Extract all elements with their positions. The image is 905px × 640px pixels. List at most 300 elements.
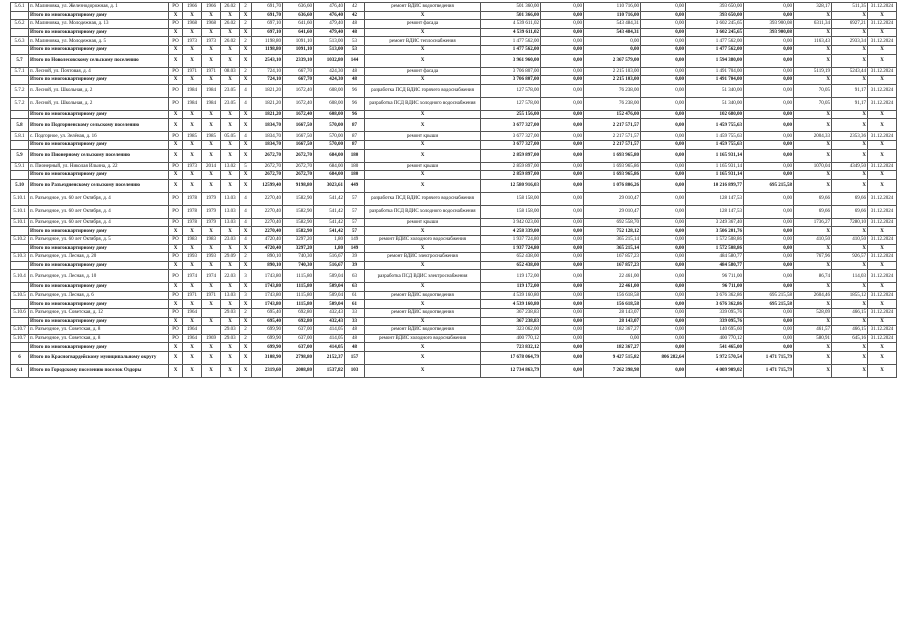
other-funds-cell: 1 471 715,79	[744, 352, 794, 365]
residents-cell: 57	[345, 227, 365, 236]
wall-material-cell: X	[169, 261, 183, 270]
unit-cost-cell: 5119,19	[794, 67, 832, 76]
regional-funds-cell: 752 128,12	[584, 227, 641, 236]
regional-funds-cell: 1 076 806,26	[584, 179, 641, 192]
wall-material-cell: X	[169, 119, 183, 132]
owner-funds-cell: 484 580,77	[686, 261, 744, 270]
other-funds-cell: 0,00	[744, 3, 794, 12]
work-type-cell: X	[365, 171, 481, 180]
residential-area-cell: 740,30	[283, 261, 314, 270]
address-cell: Итого по многоквартирному дому	[29, 76, 169, 85]
residential-area-cell: 2339,10	[283, 54, 314, 67]
subtotal-row	[11, 343, 897, 352]
address-cell: п. Малиновка, ул. Молодежная, д. 13	[29, 20, 169, 29]
other-funds-cell: 0,00	[744, 45, 794, 54]
year-built-cell: 1974	[183, 270, 202, 283]
entrances-cell: 2	[240, 334, 252, 343]
federal-funds-cell: 0,00	[541, 3, 584, 12]
municipal-funds-cell: 0,00	[641, 11, 686, 20]
other-funds-cell: 0,00	[744, 97, 794, 110]
address-cell: с. Подгорное, ул. Зелёная, д. 16	[29, 132, 169, 141]
row-number-cell	[11, 76, 29, 85]
completion-date-cell: X	[868, 179, 897, 192]
unit-cost-cell: X	[794, 149, 832, 162]
year-built-cell: 1964	[183, 309, 202, 318]
entrances-cell: 3	[240, 291, 252, 300]
address-cell: Итого по многоквартирному дому	[29, 227, 169, 236]
regional-funds-cell: 182 367,27	[584, 343, 641, 352]
max-unit-cost-cell: 7280,10	[832, 218, 868, 227]
table-row	[11, 270, 897, 283]
residents-cell: 42	[345, 11, 365, 20]
federal-funds-cell: 0,00	[541, 317, 584, 326]
year-built-cell: 1984	[183, 84, 202, 97]
total-area-cell: 1834,70	[252, 140, 283, 149]
row-number-cell	[11, 110, 29, 119]
federal-funds-cell: 0,00	[541, 179, 584, 192]
completion-date-cell: 31.12.2024	[868, 205, 897, 218]
residents-cell: 39	[345, 253, 365, 262]
total-cost-cell: 2 859 897,00	[481, 149, 541, 162]
other-funds-cell: 0,00	[744, 227, 794, 236]
total-cost-cell: 1 477 562,00	[481, 37, 541, 46]
regional-funds-cell: 543 484,31	[584, 20, 641, 29]
floors-cell: X	[221, 149, 240, 162]
other-funds-cell: 1 471 715,79	[744, 365, 794, 378]
residential-area-cell: 1115,80	[283, 283, 314, 292]
total-area-cell: 724,10	[252, 76, 283, 85]
table-row	[11, 97, 897, 110]
row-number-cell: 5.6.1	[11, 3, 29, 12]
address-cell: Итого по Новолесовскому сельскому поселению	[29, 54, 169, 67]
owned-area-cell: 432,43	[314, 309, 345, 318]
subtotal-row	[11, 45, 897, 54]
owner-funds-cell: 484 580,77	[686, 253, 744, 262]
owner-funds-cell: 3 676 362,86	[686, 291, 744, 300]
regional-funds-cell: 2 217 571,57	[584, 132, 641, 141]
residential-area-cell: 636,60	[283, 11, 314, 20]
wall-material-cell: X	[169, 317, 183, 326]
total-cost-cell: 400 770,12	[481, 334, 541, 343]
table-row	[11, 326, 897, 335]
floors-cell: X	[221, 171, 240, 180]
unit-cost-cell: 6311,34	[794, 20, 832, 29]
entrances-cell: 2	[240, 326, 252, 335]
year-built-cell: 1964	[183, 326, 202, 335]
municipal-funds-cell: 0,00	[641, 283, 686, 292]
entrances-cell: 4	[240, 235, 252, 244]
residential-area-cell: 667,70	[283, 67, 314, 76]
residential-area-cell: 1115,80	[283, 291, 314, 300]
unit-cost-cell: X	[794, 343, 832, 352]
owner-funds-cell: 1 491 704,00	[686, 67, 744, 76]
owner-funds-cell: 1 477 562,00	[686, 45, 744, 54]
row-number-cell: 5.8	[11, 119, 29, 132]
residential-area-cell: 1091,10	[283, 45, 314, 54]
year-built-cell: X	[183, 54, 202, 67]
residents-cell: 57	[345, 218, 365, 227]
row-number-cell: 5.7.1	[11, 67, 29, 76]
work-type-cell: X	[365, 45, 481, 54]
unit-cost-cell: 767,96	[794, 253, 832, 262]
work-type-cell: ремонт крыши	[365, 132, 481, 141]
completion-date-cell: 31.12.2024	[868, 67, 897, 76]
municipal-funds-cell: 0,00	[641, 205, 686, 218]
federal-funds-cell: 0,00	[541, 110, 584, 119]
owned-area-cell: 509,04	[314, 283, 345, 292]
row-number-cell: 5.10.4	[11, 270, 29, 283]
row-number-cell: 5.10.7	[11, 326, 29, 335]
address-cell: Итого по Городскому поселению поселок Оздоры	[29, 365, 169, 378]
owned-area-cell: 476,40	[314, 3, 345, 12]
owned-area-cell: 541,42	[314, 218, 345, 227]
federal-funds-cell: 0,00	[541, 149, 584, 162]
wall-material-cell: X	[169, 110, 183, 119]
work-type-cell: ремонт ВДИС водоотведения	[365, 309, 481, 318]
year-built-cell: X	[183, 171, 202, 180]
other-funds-cell: 0,00	[744, 37, 794, 46]
entrances-cell: 2	[240, 20, 252, 29]
federal-funds-cell: 0,00	[541, 37, 584, 46]
unit-cost-cell: 328,17	[794, 3, 832, 12]
completion-date-cell: 31.12.2024	[868, 132, 897, 141]
regional-funds-cell: 22 461,00	[584, 283, 641, 292]
wall-material-cell: X	[169, 352, 183, 365]
year-built-cell: X	[183, 28, 202, 37]
floors-cell: X	[221, 283, 240, 292]
municipal-funds-cell: 0,00	[641, 343, 686, 352]
residents-cell: 144	[345, 54, 365, 67]
subtotal-row	[11, 352, 897, 365]
residents-cell: 87	[345, 140, 365, 149]
address-cell: Итого по многоквартирному дому	[29, 11, 169, 20]
entrances-cell: X	[240, 140, 252, 149]
floors-cell: 23.03	[221, 235, 240, 244]
row-number-cell	[11, 45, 29, 54]
max-unit-cost-cell: 69,66	[832, 205, 868, 218]
wall-material-cell: РО	[169, 67, 183, 76]
federal-funds-cell: 0,00	[541, 76, 584, 85]
residents-cell: 61	[345, 291, 365, 300]
wall-material-cell: РО	[169, 132, 183, 141]
owned-area-cell: 1032,80	[314, 54, 345, 67]
row-number-cell: 6	[11, 352, 29, 365]
owner-funds-cell: 3 249 367,40	[686, 218, 744, 227]
work-type-cell: разработка ПСД ВДИС электроснабжения	[365, 270, 481, 283]
owner-funds-cell: 1 459 755,63	[686, 140, 744, 149]
regional-funds-cell: 2 215 103,00	[584, 67, 641, 76]
residential-area-cell: 667,70	[283, 76, 314, 85]
wall-material-cell: РО	[169, 205, 183, 218]
owned-area-cell: 424,30	[314, 76, 345, 85]
residents-cell: 48	[345, 326, 365, 335]
max-unit-cost-cell: 466,15	[832, 326, 868, 335]
row-number-cell	[11, 28, 29, 37]
owned-area-cell: 476,40	[314, 11, 345, 20]
residential-area-cell: 637,00	[283, 343, 314, 352]
residents-cell: 42	[345, 3, 365, 12]
max-unit-cost-cell: X	[832, 54, 868, 67]
total-cost-cell: 158 158,00	[481, 205, 541, 218]
owner-funds-cell: 140 695,60	[686, 326, 744, 335]
work-type-cell: X	[365, 365, 481, 378]
wall-material-cell: РО	[169, 334, 183, 343]
row-number-cell	[11, 283, 29, 292]
unit-cost-cell: X	[794, 244, 832, 253]
residential-area-cell: 2008,80	[283, 365, 314, 378]
year-built-cell: 1978	[183, 218, 202, 227]
residents-cell: 48	[345, 67, 365, 76]
municipal-funds-cell: 0,00	[641, 300, 686, 309]
other-funds-cell: 393 900,08	[744, 20, 794, 29]
wall-material-cell: X	[169, 171, 183, 180]
floors-cell: 26.02	[221, 3, 240, 12]
floors-cell: 13.03	[221, 291, 240, 300]
year-built-cell: X	[183, 352, 202, 365]
total-area-cell: 2319,60	[252, 365, 283, 378]
work-type-cell: ремонт крыши	[365, 162, 481, 171]
residential-area-cell: 1091,10	[283, 37, 314, 46]
federal-funds-cell: 0,00	[541, 343, 584, 352]
unit-cost-cell: 2004,33	[794, 132, 832, 141]
owner-funds-cell: 400 770,12	[686, 334, 744, 343]
max-unit-cost-cell: 2933,34	[832, 37, 868, 46]
floors-cell: 26.02	[221, 20, 240, 29]
residential-area-cell: 641,60	[283, 20, 314, 29]
entrances-cell: X	[240, 365, 252, 378]
other-funds-cell: 0,00	[744, 140, 794, 149]
unit-cost-cell: 580,91	[794, 334, 832, 343]
regional-funds-cell: 28 143,07	[584, 317, 641, 326]
row-number-cell	[11, 343, 29, 352]
year-built-cell: X	[183, 149, 202, 162]
row-number-cell: 5.10.1	[11, 218, 29, 227]
owned-area-cell: 424,30	[314, 67, 345, 76]
floors-cell: 29.03	[221, 334, 240, 343]
table-row	[11, 253, 897, 262]
floors-cell: 29.03	[221, 309, 240, 318]
federal-funds-cell: 0,00	[541, 283, 584, 292]
address-cell: п. Разъездное, ул. Лесная, д. 6	[29, 291, 169, 300]
residential-area-cell: 1672,40	[283, 110, 314, 119]
total-cost-cell: 652 438,00	[481, 261, 541, 270]
address-cell: п. Разъездное, ул. 60 лет Октября, д. 4	[29, 205, 169, 218]
municipal-funds-cell: 0,00	[641, 261, 686, 270]
unit-cost-cell: X	[794, 283, 832, 292]
work-type-cell: ремонт ВДИС холодного водоснабжения	[365, 334, 481, 343]
residents-cell: 57	[345, 205, 365, 218]
floors-cell: X	[221, 76, 240, 85]
wall-material-cell: X	[169, 140, 183, 149]
owned-area-cell: 516,67	[314, 253, 345, 262]
subtotal-row	[11, 300, 897, 309]
other-funds-cell: 0,00	[744, 149, 794, 162]
year-built-cell: X	[183, 110, 202, 119]
other-funds-cell: 0,00	[744, 119, 794, 132]
completion-date-cell: 31.12.2024	[868, 3, 897, 12]
unit-cost-cell: X	[794, 76, 832, 85]
completion-date-cell: 31.12.2024	[868, 97, 897, 110]
entrances-cell: 2	[240, 309, 252, 318]
other-funds-cell: 0,00	[744, 76, 794, 85]
wall-material-cell: РО	[169, 253, 183, 262]
table-row	[11, 37, 897, 46]
address-cell: Итого по Подгорненскому сельскому поселению	[29, 119, 169, 132]
table-row	[11, 162, 897, 171]
entrances-cell: X	[240, 317, 252, 326]
year-commissioned-cell: X	[202, 119, 221, 132]
year-commissioned-cell: X	[202, 227, 221, 236]
address-cell: Итого по Красногвардейскому муниципальному округу	[29, 352, 169, 365]
total-area-cell: 2270,40	[252, 192, 283, 205]
municipal-funds-cell: 0,00	[641, 317, 686, 326]
wall-material-cell: РО	[169, 326, 183, 335]
year-commissioned-cell: 2014	[202, 162, 221, 171]
municipal-funds-cell: 0,00	[641, 192, 686, 205]
max-unit-cost-cell: X	[832, 149, 868, 162]
year-commissioned-cell: X	[202, 352, 221, 365]
floors-cell: X	[221, 179, 240, 192]
completion-date-cell: 31.12.2024	[868, 235, 897, 244]
total-area-cell: 12599,40	[252, 179, 283, 192]
municipal-funds-cell: 0,00	[641, 97, 686, 110]
other-funds-cell: 0,00	[744, 235, 794, 244]
municipal-funds-cell: 0,00	[641, 244, 686, 253]
completion-date-cell: 31.12.2024	[868, 20, 897, 29]
completion-date-cell: X	[868, 110, 897, 119]
floors-cell: X	[221, 343, 240, 352]
year-commissioned-cell: X	[202, 179, 221, 192]
row-number-cell	[11, 317, 29, 326]
year-commissioned-cell: X	[202, 261, 221, 270]
max-unit-cost-cell: X	[832, 76, 868, 85]
work-type-cell: X	[365, 11, 481, 20]
regional-funds-cell: 28 143,07	[584, 309, 641, 318]
completion-date-cell: X	[868, 244, 897, 253]
owned-area-cell: 513,00	[314, 45, 345, 54]
owner-funds-cell: 3 602 245,65	[686, 20, 744, 29]
address-cell: Итого по многоквартирному дому	[29, 45, 169, 54]
max-unit-cost-cell: X	[832, 28, 868, 37]
regional-funds-cell: 0,00	[584, 334, 641, 343]
federal-funds-cell: 0,00	[541, 227, 584, 236]
floors-cell: X	[221, 54, 240, 67]
unit-cost-cell: X	[794, 110, 832, 119]
completion-date-cell: 31.12.2024	[868, 309, 897, 318]
municipal-funds-cell: 0,00	[641, 54, 686, 67]
total-area-cell: 1821,20	[252, 110, 283, 119]
total-cost-cell: 127 578,00	[481, 84, 541, 97]
residential-area-cell: 1115,80	[283, 270, 314, 283]
completion-date-cell: X	[868, 11, 897, 20]
row-number-cell: 5.8.1	[11, 132, 29, 141]
residents-cell: 149	[345, 244, 365, 253]
unit-cost-cell: 528,09	[794, 309, 832, 318]
max-unit-cost-cell: 410,50	[832, 235, 868, 244]
owned-area-cell: 414,05	[314, 334, 345, 343]
total-area-cell: 2543,10	[252, 54, 283, 67]
wall-material-cell: X	[169, 244, 183, 253]
regional-funds-cell: 167 857,23	[584, 261, 641, 270]
total-area-cell: 4720,40	[252, 235, 283, 244]
year-built-cell: 1993	[183, 253, 202, 262]
completion-date-cell: 31.12.2024	[868, 291, 897, 300]
row-number-cell: 5.7	[11, 54, 29, 67]
total-area-cell: 695,40	[252, 309, 283, 318]
floors-cell: 23.05	[221, 97, 240, 110]
work-type-cell: X	[365, 227, 481, 236]
owned-area-cell: 608,00	[314, 84, 345, 97]
federal-funds-cell: 0,00	[541, 54, 584, 67]
wall-material-cell: РО	[169, 162, 183, 171]
owner-funds-cell: 393 650,00	[686, 3, 744, 12]
entrances-cell: X	[240, 244, 252, 253]
max-unit-cost-cell: X	[832, 365, 868, 378]
work-type-cell: разработка ПСД ВДИС холодного водоснабжения	[365, 205, 481, 218]
address-cell: Итого по многоквартирному дому	[29, 110, 169, 119]
regional-funds-cell: 156 618,58	[584, 300, 641, 309]
entrances-cell: X	[240, 54, 252, 67]
work-type-cell: X	[365, 300, 481, 309]
unit-cost-cell: X	[794, 171, 832, 180]
federal-funds-cell: 0,00	[541, 205, 584, 218]
residential-area-cell: 637,00	[283, 326, 314, 335]
municipal-funds-cell: 0,00	[641, 162, 686, 171]
total-area-cell: 697,10	[252, 28, 283, 37]
floors-cell: 13.03	[221, 218, 240, 227]
unit-cost-cell: 69,66	[794, 205, 832, 218]
residents-cell: 33	[345, 317, 365, 326]
completion-date-cell: X	[868, 317, 897, 326]
owned-area-cell: 432,43	[314, 317, 345, 326]
regional-funds-cell: 182 367,27	[584, 326, 641, 335]
residents-cell: 180	[345, 171, 365, 180]
regional-funds-cell: 2 367 579,00	[584, 54, 641, 67]
unit-cost-cell: 1070,04	[794, 162, 832, 171]
max-unit-cost-cell: 511,35	[832, 3, 868, 12]
owner-funds-cell: 1 459 755,63	[686, 119, 744, 132]
year-commissioned-cell: X	[202, 54, 221, 67]
residents-cell: 53	[345, 45, 365, 54]
wall-material-cell: РО	[169, 270, 183, 283]
year-built-cell: X	[183, 179, 202, 192]
total-area-cell: 1198,80	[252, 45, 283, 54]
total-area-cell: 691,70	[252, 11, 283, 20]
other-funds-cell: 695 215,58	[744, 291, 794, 300]
owner-funds-cell: 1 594 380,00	[686, 54, 744, 67]
municipal-funds-cell: 0,00	[641, 3, 686, 12]
residents-cell: 96	[345, 84, 365, 97]
owned-area-cell: 684,00	[314, 171, 345, 180]
floors-cell: 29.03	[221, 326, 240, 335]
year-commissioned-cell: 1971	[202, 291, 221, 300]
work-type-cell: X	[365, 179, 481, 192]
address-cell: Итого по Пионерному сельскому поселению	[29, 149, 169, 162]
unit-cost-cell: 1163,43	[794, 37, 832, 46]
year-commissioned-cell: X	[202, 28, 221, 37]
owned-area-cell: 570,00	[314, 119, 345, 132]
total-area-cell: 890,10	[252, 253, 283, 262]
address-cell: Итого по Разъездненскому сельскому поселению	[29, 179, 169, 192]
municipal-funds-cell: 0,00	[641, 140, 686, 149]
entrances-cell: 4	[240, 192, 252, 205]
floors-cell: X	[221, 140, 240, 149]
year-built-cell: X	[183, 300, 202, 309]
federal-funds-cell: 0,00	[541, 45, 584, 54]
owned-area-cell: 608,00	[314, 110, 345, 119]
completion-date-cell: X	[868, 171, 897, 180]
regional-funds-cell: 1 693 965,86	[584, 171, 641, 180]
